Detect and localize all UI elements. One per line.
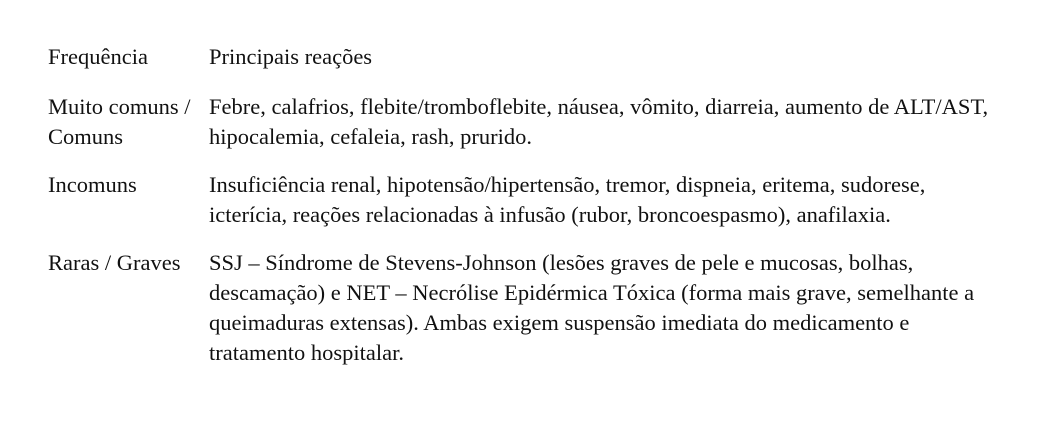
header-frequency: Frequência [48, 44, 148, 69]
table-row [48, 170, 989, 248]
frequency-cell: Raras / Graves [48, 250, 181, 275]
table-row [48, 248, 989, 368]
header-reactions: Principais reações [209, 44, 373, 69]
table-header-row [48, 42, 989, 92]
frequency-cell: Incomuns [48, 172, 137, 197]
reactions-cell: Insuficiência renal, hipotensão/hipertensão, tremor, dispneia, eritema, sudorese, icterícia, reações relacionadas à infusão (rubor, broncoespasmo), anafilaxia. [209, 172, 926, 227]
document-body [48, 42, 1038, 368]
reactions-cell: Febre, calafrios, flebite/tromboflebite, náusea, vômito, diarreia, aumento de ALT/AST, hipocalemia, cefaleia, rash, prurido. [209, 94, 989, 149]
table-row [48, 92, 989, 170]
adverse-reactions-table [48, 42, 989, 368]
reactions-cell: SSJ – Síndrome de Stevens-Johnson (lesões graves de pele e mucosas, bolhas, descamação) e NET – Necrólise Epidérmica Tóxica (forma mais grave, semelhante a queimaduras extensas). Ambas exigem suspensão imediata do medicamento e tratamento hospitalar. [209, 250, 975, 365]
frequency-cell: Muito comuns / Comuns [48, 94, 191, 149]
